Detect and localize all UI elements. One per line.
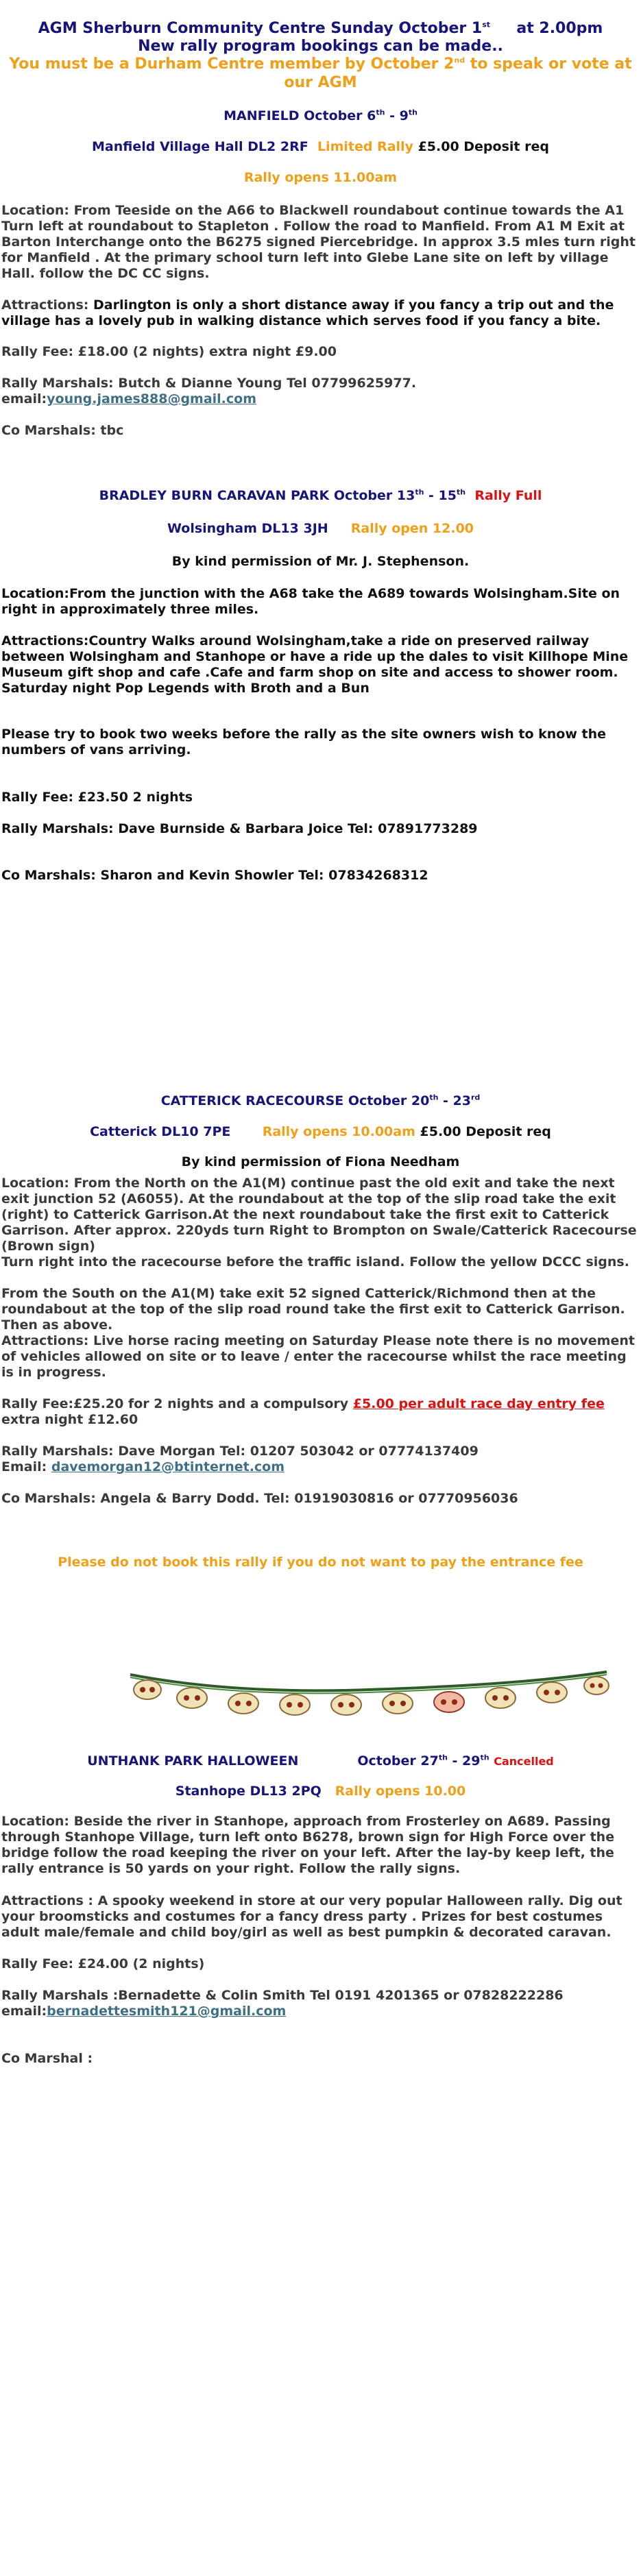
catterick-venue: Catterick DL10 7PE [90,1124,231,1139]
agm-bookings-note: New rally program bookings can be made.. [138,38,503,55]
catterick-warning: Please do not book this rally if you do not want to pay the entrance fee [58,1555,583,1570]
manfield-title-sup2: th [408,108,418,117]
bradley-permission: By kind permission of Mr. J. Stephenson. [171,554,470,569]
unthank-opens: Rally opens 10.00 [335,1784,466,1799]
bradley-title [0,488,641,504]
skull-lantern-icon [177,1688,207,1708]
agm-membership-a: You must be a Durham Centre member by October 2 [9,56,455,73]
unthank-email-link[interactable]: bernadettesmith121@gmail.com [47,2004,287,2019]
manfield-co-marshals: Co Marshals: tbc [1,423,124,438]
skull-lantern-icon [280,1694,310,1715]
catterick-co-marshals: Co Marshals: Angela & Barry Dodd. Tel: 01919030816 or 07770956036 [1,1491,518,1506]
catterick-title-sup2: rd [471,1093,481,1102]
manfield-email-label: email: [1,391,47,406]
agm-heading [0,19,641,38]
catterick-attractions: Attractions: Live horse racing meeting on Saturday Please note there is no movement of vehicles allowed on site or to leave / enter the racecourse whilst the race meeting is in progress. [1,1333,635,1380]
unthank-email-label: email: [1,2004,47,2019]
manfield-attractions-text: Darlington is only a short distance away if you fancy a trip out and the village has a lovely pub in walking distance which serves food if you fancy a bite. [1,297,614,328]
catterick-title-b: - 23 [438,1093,471,1108]
bradley-venue-line [0,521,641,537]
manfield-title-b: - 9 [385,108,409,123]
catterick-deposit: £5.00 Deposit req [420,1124,551,1139]
manfield-title-a: MANFIELD October 6 [223,108,376,123]
bradley-marshals: Rally Marshals: Dave Burnside & Barbara Joice Tel: 07891773289 [1,821,478,836]
skull-lantern-icon [537,1682,567,1703]
catterick-permission: By kind permission of Fiona Needham [181,1154,460,1169]
manfield-venue-line [0,139,641,155]
skull-lantern-icon [485,1688,516,1708]
manfield-location: Location: From Teeside on the A66 to Blackwell roundabout continue towards the A1 Turn left at roundabout to Stapleton . Follow the road to Manfield. From A1 M Exit at Barton Interchange onto the B6275 signed Piercebridge. In approx 3.5 mles turn right for Manfield . At the primary school turn left into Glebe Lane site on left by village Hall. follow the DC CC signs. [1,203,636,281]
bradley-venue: Wolsingham DL13 3JH [167,521,328,536]
unthank-email-line [1,2004,638,2019]
skull-lantern-icon [134,1680,161,1699]
catterick-south: From the South on the A1(M) take exit 52 signed Catterick/Richmond then at the roundabout at the top of the slip road round take the first exit to Catterick Garrison. Then as above. [1,1286,625,1333]
bradley-title-sup1: th [415,487,424,497]
unthank-venue: Stanhope DL13 2PQ [175,1784,322,1799]
catterick-title-a: CATTERICK RACECOURSE October 20 [160,1093,430,1108]
unthank-venue-line [0,1784,641,1799]
unthank-dates-b: - 29 [447,1753,481,1769]
unthank-status-badge: Cancelled [494,1755,554,1768]
manfield-title [0,108,641,124]
manfield-email-link[interactable]: young.james888@gmail.com [47,391,257,406]
manfield-attractions [1,297,638,329]
catterick-fee-b: extra night £12.60 [1,1412,138,1427]
bradley-status-badge: Rally Full [474,488,542,503]
unthank-location: Location: Beside the river in Stanhope, approach from Frosterley on A689. Passing through Stanhope Village, turn left onto B6278, brown sign for High Force over the bridge follow the road keeping the river on your left. After the lay-by keep left, the rally entrance is 50 yards on your right. Follow the rally signs. [1,1814,615,1876]
unthank-fee: Rally Fee: £24.00 (2 nights) [1,1956,205,1971]
unthank-title: UNTHANK PARK HALLOWEEN [87,1753,299,1769]
manfield-limited-badge: Limited Rally [317,139,413,154]
catterick-title [0,1093,641,1109]
bradley-booking-note: Please try to book two weeks before the rally as the site owners wish to know the numbers of vans arriving. [1,727,607,757]
bradley-co-marshals: Co Marshals: Sharon and Kevin Showler Tel: 07834268312 [1,868,428,883]
bradley-title-a: BRADLEY BURN CARAVAN PARK October 13 [99,488,415,503]
halloween-garland-image [127,1662,610,1723]
catterick-location: Location: From the North on the A1(M) continue past the old exit and take the next exit junction 52 (A6055). At the roundabout at the top of the slip road take the exit (right) to Catterick Garrison.At the next roundabout take the first exit to Catterick Garrison. After approx. 220yds turn Right to Brompton on Swale/Catterick Racecourse (Brown sign) [1,1176,637,1254]
agm-time: at 2.00pm [516,20,603,37]
bradley-title-b: - 15 [424,488,457,503]
catterick-entry-fee-link[interactable]: £5.00 per adult race day entry fee [352,1396,605,1411]
catterick-email-label: Email: [1,1459,51,1474]
catterick-title-sup1: th [429,1093,439,1102]
agm-title-sup: st [482,20,491,29]
unthank-attractions: Attractions : A spooky weekend in store at our very popular Halloween rally. Dig out your broomsticks and costumes for a fancy dress party . Prizes for best costumes adult male/female and child boy/girl as well as best pumpkin & decorated caravan. [1,1893,622,1940]
catterick-fee [1,1396,638,1428]
catterick-fee-a: Rally Fee:£25.20 for 2 nights and a compulsory [1,1396,353,1411]
catterick-location-2: Turn right into the racecourse before the traffic island. Follow the yellow DCCC signs. [1,1254,629,1269]
bradley-opens: Rally open 12.00 [350,521,474,536]
agm-membership-sup: nd [454,56,465,65]
unthank-dates-sup2: th [480,1753,489,1762]
bradley-location: Location:From the junction with the A68 take the A689 towards Wolsingham.Site on right in approximately three miles. [1,586,620,617]
manfield-deposit: £5.00 Deposit req [418,139,549,154]
skull-lantern-icon [228,1693,258,1714]
catterick-email-link[interactable]: davemorgan12@btinternet.com [51,1459,285,1474]
bradley-attractions: Attractions:Country Walks around Wolsingham,take a ride on preserved railway between Wolsingham and Stanhope or have a ride up the dales to visit Killhope Mine Museum gift shop and cafe .Cafe and farm shop on site and access to shower room. Saturday night Pop Legends with Broth and a Bun [1,633,629,696]
unthank-dates-a: October 27 [357,1753,439,1769]
agm-membership-b: to speak or vote at our AGM [284,56,632,91]
skull-lantern-icon [434,1692,464,1712]
agm-title: AGM Sherburn Community Centre Sunday October 1 [38,20,483,37]
unthank-title-line [0,1753,641,1769]
catterick-email-line [1,1459,638,1475]
unthank-dates-sup1: th [438,1753,448,1762]
skull-lantern-icon [331,1694,361,1715]
skull-lantern-icon [584,1677,609,1694]
manfield-title-sup1: th [376,108,385,117]
catterick-venue-line [0,1124,641,1140]
skull-lantern-icon [383,1693,413,1714]
bradley-title-sup2: th [457,487,466,497]
manfield-attractions-label: Attractions: [1,297,89,313]
manfield-venue: Manfield Village Hall DL2 2RF [92,139,309,154]
manfield-marshals: Rally Marshals: Butch & Dianne Young Tel 07799625977. [1,376,417,391]
manfield-opens: Rally opens 11.00am [243,170,398,185]
bradley-fee: Rally Fee: £23.50 2 nights [1,790,193,805]
manfield-email-line [1,391,638,407]
catterick-opens: Rally opens 10.00am [262,1124,415,1139]
unthank-co-marshal: Co Marshal : [1,2051,93,2066]
unthank-marshals: Rally Marshals :Bernadette & Colin Smith Tel 0191 4201365 or 07828222286 [1,1988,564,2003]
agm-membership-note [0,55,641,92]
manfield-fee: Rally Fee: £18.00 (2 nights) extra night £9.00 [1,344,337,359]
catterick-marshals: Rally Marshals: Dave Morgan Tel: 01207 503042 or 07774137409 [1,1444,479,1459]
